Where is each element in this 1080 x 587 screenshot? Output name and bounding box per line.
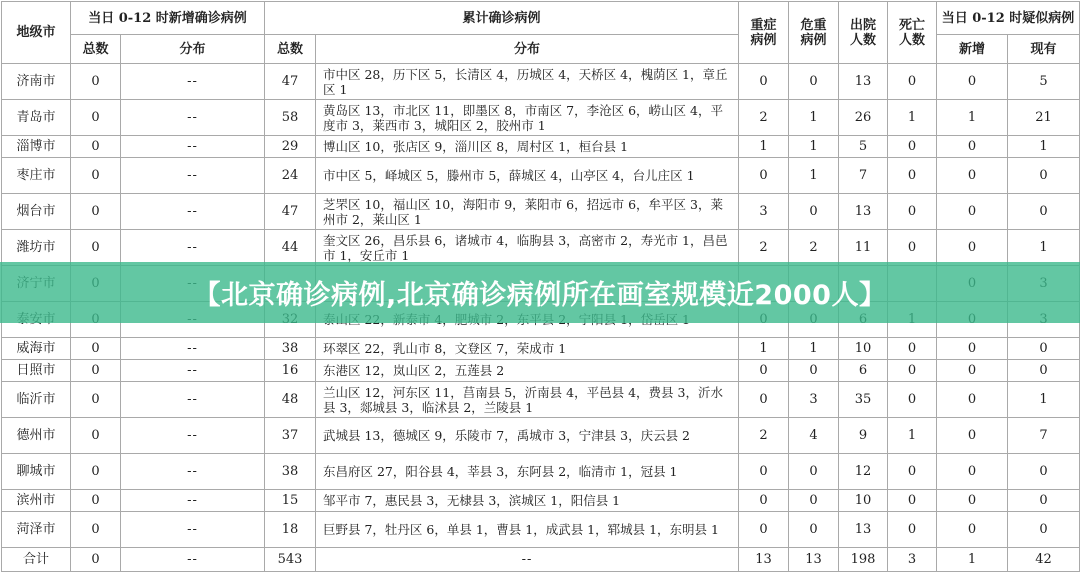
susp-current-cell: 0 [1008,194,1080,230]
new-dist-cell: -- [121,194,265,230]
city-cell: 临沂市 [2,382,71,418]
deaths-cell: 0 [888,360,937,382]
new-dist-cell: -- [121,338,265,360]
discharged-cell: 26 [839,100,888,136]
discharged-cell: 13 [839,194,888,230]
new-dist-cell: -- [121,512,265,548]
city-cell: 日照市 [2,360,71,382]
severe-cell: 3 [739,194,789,230]
critical-cell: 1 [789,338,839,360]
header-discharged-text: 出院 人数 [850,17,877,48]
cum-total-cell: 48 [265,382,316,418]
header-cumulative: 累计确诊病例 [265,2,739,35]
city-cell: 合计 [2,548,71,572]
new-dist-cell: -- [121,230,265,266]
cum-total-cell: 29 [265,136,316,158]
table-row [2,418,1080,454]
cum-total-cell: 44 [265,230,316,266]
city-cell: 烟台市 [2,194,71,230]
cum-total-cell: 38 [265,338,316,360]
new-dist-cell: -- [121,158,265,194]
new-dist-cell: -- [121,454,265,490]
susp-new-cell: 0 [937,454,1008,490]
severe-cell: 0 [739,382,789,418]
critical-cell: 13 [789,548,839,572]
susp-current-cell: 0 [1008,360,1080,382]
severe-cell: 13 [739,548,789,572]
cum-dist-cell: 芝罘区 10，福山区 10，海阳市 9，莱阳市 6，招远市 6，牟平区 3，莱州市 2，莱山区 1 [316,194,739,230]
new-total-cell: 0 [71,490,121,512]
severe-cell: 1 [739,338,789,360]
new-total-cell: 0 [71,100,121,136]
city-cell: 枣庄市 [2,158,71,194]
header-new-total: 总数 [71,35,121,64]
new-total-cell: 0 [71,382,121,418]
new-total-cell: 0 [71,418,121,454]
severe-cell: 0 [739,360,789,382]
susp-current-cell: 0 [1008,454,1080,490]
severe-cell: 0 [739,454,789,490]
critical-cell: 0 [789,64,839,100]
new-total-cell: 0 [71,230,121,266]
new-dist-cell: -- [121,418,265,454]
susp-new-cell: 0 [937,418,1008,454]
new-dist-cell: -- [121,136,265,158]
susp-new-cell: 1 [937,548,1008,572]
table-row [2,100,1080,136]
city-cell: 滨州市 [2,490,71,512]
header-deaths-text: 死亡 人数 [899,17,926,48]
cum-dist-cell: 东昌府区 27，阳谷县 4，莘县 3，东阿县 2，临清市 1，冠县 1 [316,454,739,490]
susp-current-cell: 1 [1008,136,1080,158]
susp-current-cell: 1 [1008,230,1080,266]
new-total-cell: 0 [71,512,121,548]
table-row [2,490,1080,512]
discharged-cell: 9 [839,418,888,454]
header-critical [789,2,839,64]
severe-cell: 0 [739,64,789,100]
susp-current-cell: 42 [1008,548,1080,572]
susp-new-cell: 0 [937,194,1008,230]
table-row [2,230,1080,266]
headline-text: 【北京确诊病例,北京确诊病例所在画室规模近2000人】 [193,280,887,311]
deaths-cell: 0 [888,194,937,230]
discharged-cell: 7 [839,158,888,194]
header-susp-current: 现有 [1008,35,1080,64]
discharged-cell: 35 [839,382,888,418]
deaths-cell: 0 [888,136,937,158]
header-suspected: 当日 0-12 时疑似病例 [937,2,1080,35]
susp-current-cell: 0 [1008,158,1080,194]
severe-cell: 2 [739,100,789,136]
city-cell: 济南市 [2,64,71,100]
new-total-cell: 0 [71,360,121,382]
new-total-cell: 0 [71,158,121,194]
table-row [2,64,1080,100]
table-row [2,194,1080,230]
cum-dist-cell: 兰山区 12，河东区 11，莒南县 5，沂南县 4，平邑县 4，费县 3，沂水县 3，郯城县 3，临沭县 2，兰陵县 1 [316,382,739,418]
city-cell: 淄博市 [2,136,71,158]
new-total-cell: 0 [71,548,121,572]
susp-new-cell: 0 [937,490,1008,512]
table-row [2,136,1080,158]
new-dist-cell: -- [121,490,265,512]
discharged-cell: 198 [839,548,888,572]
table-row [2,158,1080,194]
cum-total-cell: 18 [265,512,316,548]
cum-total-cell: 15 [265,490,316,512]
critical-cell: 3 [789,382,839,418]
critical-cell: 0 [789,454,839,490]
new-dist-cell: -- [121,64,265,100]
cum-dist-cell: 奎文区 26，昌乐县 6，诸城市 4，临朐县 3，高密市 2，寿光市 1，昌邑市 1，安丘市 1 [316,230,739,266]
severe-cell: 2 [739,230,789,266]
susp-new-cell: 0 [937,338,1008,360]
discharged-cell: 10 [839,490,888,512]
new-total-cell: 0 [71,64,121,100]
table-row [2,360,1080,382]
city-cell: 威海市 [2,338,71,360]
cum-dist-cell: -- [316,548,739,572]
critical-cell: 0 [789,512,839,548]
critical-cell: 2 [789,230,839,266]
header-severe [739,2,789,64]
susp-new-cell: 0 [937,360,1008,382]
city-cell: 菏泽市 [2,512,71,548]
susp-current-cell: 0 [1008,512,1080,548]
cum-total-cell: 47 [265,64,316,100]
cum-total-cell: 47 [265,194,316,230]
critical-cell: 4 [789,418,839,454]
discharged-cell: 10 [839,338,888,360]
deaths-cell: 0 [888,64,937,100]
new-dist-cell: -- [121,360,265,382]
susp-new-cell: 0 [937,382,1008,418]
susp-current-cell: 0 [1008,490,1080,512]
susp-new-cell: 0 [937,230,1008,266]
discharged-cell: 6 [839,360,888,382]
severe-cell: 0 [739,490,789,512]
city-cell: 聊城市 [2,454,71,490]
new-total-cell: 0 [71,194,121,230]
header-today-new: 当日 0-12 时新增确诊病例 [71,2,265,35]
cum-total-cell: 24 [265,158,316,194]
discharged-cell: 5 [839,136,888,158]
susp-new-cell: 1 [937,100,1008,136]
susp-new-cell: 0 [937,136,1008,158]
cum-dist-cell: 巨野县 7，牡丹区 6，单县 1，曹县 1，成武县 1，郓城县 1，东明县 1 [316,512,739,548]
cum-dist-cell: 市中区 5，峄城区 5，滕州市 5，薛城区 4，山亭区 4，台儿庄区 1 [316,158,739,194]
cum-dist-cell: 武城县 13，德城区 9，乐陵市 7，禹城市 3，宁津县 3，庆云县 2 [316,418,739,454]
critical-cell: 0 [789,194,839,230]
deaths-cell: 3 [888,548,937,572]
new-total-cell: 0 [71,136,121,158]
cum-dist-cell: 东港区 12，岚山区 2，五莲县 2 [316,360,739,382]
new-dist-cell: -- [121,100,265,136]
cum-dist-cell: 市中区 28，历下区 5，长清区 4，历城区 4，天桥区 4，槐荫区 1，章丘区 1 [316,64,739,100]
header-severe-text: 重症 病例 [750,17,777,48]
discharged-cell: 12 [839,454,888,490]
header-susp-new: 新增 [937,35,1008,64]
cum-total-cell: 16 [265,360,316,382]
header-cum-distribution: 分布 [316,35,739,64]
deaths-cell: 0 [888,512,937,548]
table-row [2,338,1080,360]
deaths-cell: 0 [888,230,937,266]
headline-banner [0,262,1080,323]
new-dist-cell: -- [121,382,265,418]
new-total-cell: 0 [71,338,121,360]
susp-new-cell: 0 [937,512,1008,548]
header-new-distribution: 分布 [121,35,265,64]
discharged-cell: 13 [839,512,888,548]
cum-total-cell: 37 [265,418,316,454]
discharged-cell: 13 [839,64,888,100]
table-row [2,454,1080,490]
critical-cell: 1 [789,136,839,158]
critical-cell: 1 [789,158,839,194]
deaths-cell: 1 [888,418,937,454]
cum-total-cell: 543 [265,548,316,572]
city-cell: 青岛市 [2,100,71,136]
cum-dist-cell: 黄岛区 13，市北区 11，即墨区 8，市南区 7，李沧区 6，崂山区 4，平度市 3，莱西市 3，城阳区 2，胶州市 1 [316,100,739,136]
severe-cell: 0 [739,512,789,548]
header-critical-text: 危重 病例 [800,17,827,48]
critical-cell: 0 [789,360,839,382]
table-row [2,382,1080,418]
cum-total-cell: 38 [265,454,316,490]
deaths-cell: 0 [888,158,937,194]
discharged-cell: 11 [839,230,888,266]
deaths-cell: 1 [888,100,937,136]
city-cell: 潍坊市 [2,230,71,266]
severe-cell: 0 [739,158,789,194]
critical-cell: 1 [789,100,839,136]
critical-cell: 0 [789,490,839,512]
susp-current-cell: 1 [1008,382,1080,418]
deaths-cell: 0 [888,382,937,418]
susp-current-cell: 7 [1008,418,1080,454]
new-total-cell: 0 [71,454,121,490]
new-dist-cell: -- [121,548,265,572]
deaths-cell: 0 [888,338,937,360]
header-cum-total: 总数 [265,35,316,64]
susp-new-cell: 0 [937,158,1008,194]
header-discharged [839,2,888,64]
cum-dist-cell: 环翠区 22，乳山市 8，文登区 7，荣成市 1 [316,338,739,360]
deaths-cell: 0 [888,490,937,512]
deaths-cell: 0 [888,454,937,490]
severe-cell: 1 [739,136,789,158]
city-cell: 德州市 [2,418,71,454]
header-city: 地级市 [2,2,71,64]
cum-dist-cell: 博山区 10，张店区 9，淄川区 8，周村区 1，桓台县 1 [316,136,739,158]
severe-cell: 2 [739,418,789,454]
table-row [2,548,1080,572]
susp-new-cell: 0 [937,64,1008,100]
cum-dist-cell: 邹平市 7，惠民县 3，无棣县 3，滨城区 1，阳信县 1 [316,490,739,512]
table-row [2,512,1080,548]
susp-current-cell: 5 [1008,64,1080,100]
cum-total-cell: 58 [265,100,316,136]
susp-current-cell: 0 [1008,338,1080,360]
header-deaths [888,2,937,64]
susp-current-cell: 21 [1008,100,1080,136]
